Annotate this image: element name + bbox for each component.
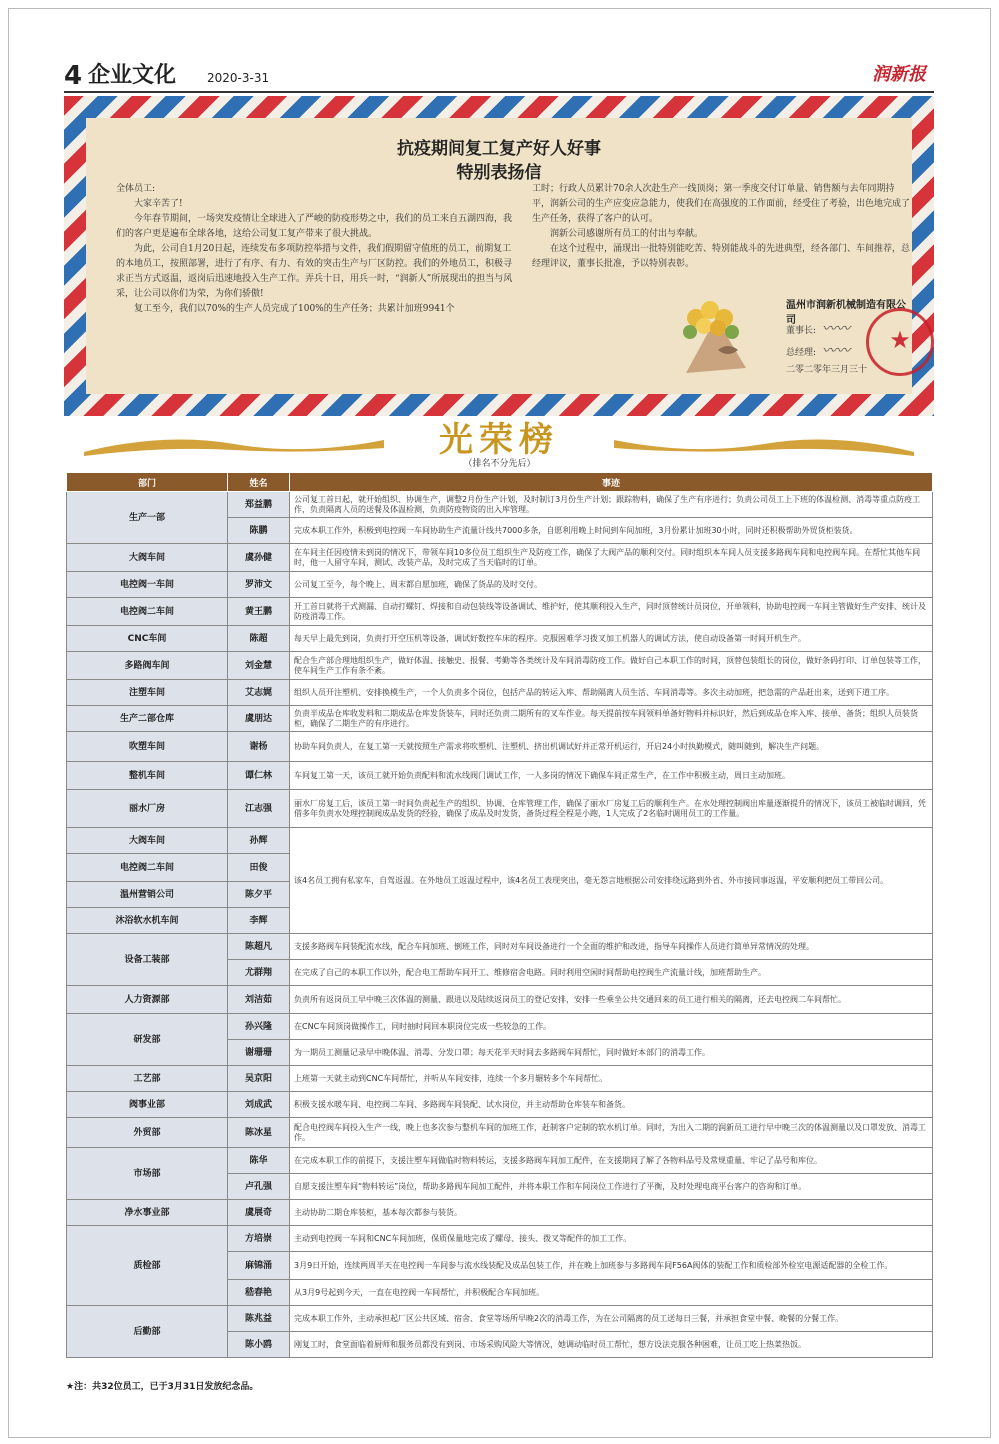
name-cell: 方培崇 xyxy=(228,1226,290,1252)
deed-cell: 每天早上最先到岗，负责打开空压机等设备，调试好数控车床的程序。克服困难学习拨叉加工机器人的调试方法，使自动设备第一时间开机生产。 xyxy=(290,626,933,652)
dept-cell: 设备工装部 xyxy=(67,934,228,986)
dept-cell: 温州营销公司 xyxy=(67,882,228,908)
dept-cell: 质检部 xyxy=(67,1226,228,1306)
gm-signature: 总经理: 〰〰 xyxy=(786,343,851,359)
table-row xyxy=(67,986,933,1014)
dept-cell: 净水事业部 xyxy=(67,1200,228,1226)
name-cell: 田俊 xyxy=(228,854,290,882)
table-row xyxy=(67,828,933,854)
dept-cell: 电控阀二车间 xyxy=(67,598,228,626)
letter-paragraph: 在这个过程中，涌现出一批特别能吃苦、特别能战斗的先进典型，经各部门、车间推荐，总经理评议，董事长批准，予以特别表彰。 xyxy=(532,244,911,269)
deed-cell: 开工首日就将干式测漏、自动打螺钉、焊接和自动包装线等设备调试、维护好，使其顺利投入生产，同时顶替统计员岗位，开单领料，协助电控阀一车间主管做好生产安排、统计及防疫消毒工作。 xyxy=(290,598,933,626)
deed-cell: 支援多路阀车间装配流水线，配合车间加班、倒班工作，同时对车间设备进行一个全面的维护和改进，指导车间操作人员进行简单异常情况的处理。 xyxy=(290,934,933,960)
chairman-signature: 董事长: 〰〰 xyxy=(786,321,851,337)
deed-cell: 在完成本职工作的前提下，支援注塑车间做临时物料转运，支援多路阀车间加工配件，在支援期间了解了各物料品号及常规重量、牢记了品号和库位。 xyxy=(290,1148,933,1174)
section-title: 企业文化 xyxy=(88,63,177,88)
dept-cell: 生产一部 xyxy=(67,492,228,544)
company-name: 温州市润新机械制造有限公司 xyxy=(786,300,906,326)
dept-cell: 工艺部 xyxy=(67,1066,228,1092)
name-cell: 陈超 xyxy=(228,626,290,652)
dept-cell: 电控阀一车间 xyxy=(67,572,228,598)
name-cell: 陈华 xyxy=(228,1148,290,1174)
name-cell: 陈冰星 xyxy=(228,1118,290,1148)
header-deed: 事迹 xyxy=(290,473,933,492)
chairman-label: 董事长: xyxy=(786,326,817,336)
name-cell: 陈超凡 xyxy=(228,934,290,960)
name-cell: 孙辉 xyxy=(228,828,290,854)
dept-cell: CNC车间 xyxy=(67,626,228,652)
deed-cell: 公司复工至今，每个晚上、周末都自愿加班，确保了货品的及时交付。 xyxy=(290,572,933,598)
table-header-row xyxy=(67,473,933,492)
name-cell: 谢杨 xyxy=(228,732,290,762)
dept-cell: 外贸部 xyxy=(67,1118,228,1148)
name-cell: 吴京阳 xyxy=(228,1066,290,1092)
sign-date: 二零二零年三月三十 xyxy=(786,365,868,375)
dept-cell: 电控阀二车间 xyxy=(67,854,228,882)
deed-cell: 从3月9号起到今天，一直在电控阀一车间帮忙，并积极配合车间加班。 xyxy=(290,1280,933,1306)
honor-table xyxy=(66,472,933,1358)
letter-paragraph: 为此，公司自1月20日起，连续发布多项防控举措与文件，我们假期留守值班的员工，前期复工的本地员工，按照部署，进行了有序、有力、有效的突击生产与厂区防控。我们的外地员工，积极寻求正当方式返温，返岗后迅速地投入生产工作。弄兵十日，用兵一时，“润新人”所展现出的担当与风采，让公司以你们为荣，为你们骄傲! xyxy=(116,244,513,299)
name-cell: 陈小鸥 xyxy=(228,1332,290,1358)
name-cell: 尤群翔 xyxy=(228,960,290,986)
table-row xyxy=(67,1118,933,1148)
table-row xyxy=(67,1014,933,1040)
deed-cell: 负责半成品仓库收发料和二期成品仓库发货装车，同时还负责二期所有的叉车作业。每天提前按车间领料单备好物料并标识好，然后到成品仓库入库、接单、备货；组织人员装货柜，确保了二期生产的有序进行。 xyxy=(290,706,933,732)
honor-subtitle: （排名不分先后） xyxy=(463,459,536,469)
deed-cell: 丽水厂房复工后，该员工第一时间负责起生产的组织、协调、仓库管理工作，确保了丽水厂房复工后的顺利生产。在水处理控制阀出库量逐渐提升的情况下，该员工被临时调回，凭借多年负责水处理控制阀成品发货的经验，确保了成品及时发货，备货过程全程是小跑，1人完成了2名临时调用员工的工作量。 xyxy=(290,790,933,828)
table-row xyxy=(67,732,933,762)
name-cell: 陈兆益 xyxy=(228,1306,290,1332)
deed-cell: 协助车间负责人，在复工第一天就按照生产需求将吹塑机、注塑机、挤出机调试好并正常开机运行，开启24小时执勤模式，随叫随到，解决生产问题。 xyxy=(290,732,933,762)
name-cell: 陈夕平 xyxy=(228,882,290,908)
table-row xyxy=(67,934,933,960)
honor-title: 光荣榜 xyxy=(439,420,559,460)
dept-cell: 沐浴软水机车间 xyxy=(67,908,228,934)
name-cell: 刘洁茹 xyxy=(228,986,290,1014)
letter-envelope xyxy=(64,96,934,416)
deed-cell: 公司复工首日起，就开始组织、协调生产，调整2月份生产计划，及时制订3月份生产计划；跟踪物料，确保了生产有序进行；负责公司员工上下班的体温检测、消毒等重点防疫工作，负责隔离人员的送餐及体温检测，负责防疫物资的出入库管理。 xyxy=(290,492,933,518)
letter-paragraph: 大家辛苦了! xyxy=(134,199,183,209)
footnote: ★注：共32位员工，已于3月31日发放纪念品。 xyxy=(66,1382,259,1392)
letter-left-column xyxy=(116,182,516,317)
dept-cell: 后勤部 xyxy=(67,1306,228,1358)
dept-cell: 阀事业部 xyxy=(67,1092,228,1118)
table-row xyxy=(67,598,933,626)
deed-cell: 为一期员工测量记录早中晚体温、消毒、分发口罩；每天花半天时间去多路阀车间帮忙，同时做好本部门的消毒工作。 xyxy=(290,1040,933,1066)
table-row xyxy=(67,652,933,680)
page-number: 4 xyxy=(64,61,83,91)
name-cell: 卢孔强 xyxy=(228,1174,290,1200)
dept-cell: 丽水厂房 xyxy=(67,790,228,828)
table-row xyxy=(67,626,933,652)
table-row xyxy=(67,1092,933,1118)
name-cell: 麻锦涌 xyxy=(228,1252,290,1280)
table-row xyxy=(67,1200,933,1226)
deed-cell: 上班第一天就主动到CNC车间帮忙，并听从车间安排，连续一个多月辗转多个车间帮忙。 xyxy=(290,1066,933,1092)
letter-paragraph: 润新公司感谢所有员工的付出与奉献。 xyxy=(550,229,704,239)
table-body xyxy=(67,492,933,1358)
dept-cell: 研发部 xyxy=(67,1014,228,1066)
name-cell: 艾志娓 xyxy=(228,680,290,706)
name-cell: 罗沛文 xyxy=(228,572,290,598)
name-cell: 江志强 xyxy=(228,790,290,828)
name-cell: 虞朋达 xyxy=(228,706,290,732)
dept-cell: 人力资源部 xyxy=(67,986,228,1014)
dept-cell: 多路阀车间 xyxy=(67,652,228,680)
deed-cell: 刚复工时，食堂面临着厨师和服务员都没有到岗、市场采购风险大等情况，她调动临时员工帮忙，想方设法克服各种困难，让员工吃上热菜热饭。 xyxy=(290,1332,933,1358)
issue-date: 2020-3-31 xyxy=(207,71,270,85)
header-dept: 部门 xyxy=(67,473,228,492)
letter-title: 抗疫期间复工复产好人好事 xyxy=(397,139,601,159)
deed-cell: 配合生产部合理地组织生产，做好体温、接触史、报餐、考勤等各类统计及车间消毒防疫工作。做好自己本职工作的时间，顶替包装组长的岗位，做好条码打印、订单包装等工作，使车间生产工作有条不紊。 xyxy=(290,652,933,680)
deed-cell: 配合电控阀车间投入生产一线，晚上也多次参与整机车间的加班工作，赶制客户定制的软水机订单。同时，为出入二期的润新员工进行早中晚三次的体温测量以及口罩发放、消毒工作。 xyxy=(290,1118,933,1148)
name-cell: 谭仁林 xyxy=(228,762,290,790)
table-row xyxy=(67,572,933,598)
deed-cell: 主动协助二期仓库装柜，基本每次都参与装货。 xyxy=(290,1200,933,1226)
deed-cell: 自愿支援注塑车间“物料转运”岗位，帮助多路阀车间加工配件，并将本职工作和车间岗位工作进行了平衡，及时处理电商平台客户的咨询和订单。 xyxy=(290,1174,933,1200)
name-cell: 孙兴隆 xyxy=(228,1014,290,1040)
name-cell: 黄王鹏 xyxy=(228,598,290,626)
name-cell: 郑益鹏 xyxy=(228,492,290,518)
paper-logo: 润新报 xyxy=(872,64,926,85)
dept-cell: 吹塑车间 xyxy=(67,732,228,762)
letter-right-column xyxy=(532,182,912,272)
deed-cell: 车间复工第一天，该员工就开始负责配料和流水线阀门调试工作，一人多岗的情况下确保车间正常生产，在工作中积极主动，周日主动加班。 xyxy=(290,762,933,790)
table-row xyxy=(67,680,933,706)
letter-paper xyxy=(86,118,912,394)
letter-paragraph: 工时；行政人员累计70余人次赴生产一线顶岗；第一季度交付订单量、销售额与去年同期持平，润新公司的生产应变应急能力，使我们在高强度的工作面前，经受住了考验，出色地完成了生产任务，获得了客户的认可。 xyxy=(532,184,911,224)
dept-cell: 整机车间 xyxy=(67,762,228,790)
deed-cell: 在CNC车间顶岗做操作工，同时抽时间回本职岗位完成一些较急的工作。 xyxy=(290,1014,933,1040)
deed-cell: 负责所有返岗员工早中晚三次体温的测量、跟进以及陆续返岗员工的登记安排，安排一些乘坐公共交通回来的员工进行相关的隔离，还去电控阀二车间帮忙。 xyxy=(290,986,933,1014)
table-row xyxy=(67,492,933,518)
deed-cell: 主动到电控阀一车间和CNC车间加班，保质保量地完成了螺母、接头、拨叉等配件的加工工作。 xyxy=(290,1226,933,1252)
name-cell: 李辉 xyxy=(228,908,290,934)
header-rule xyxy=(64,91,934,93)
gm-label: 总经理: xyxy=(786,348,817,358)
dept-cell: 注塑车间 xyxy=(67,680,228,706)
table-row xyxy=(67,762,933,790)
name-cell: 刘金慧 xyxy=(228,652,290,680)
name-cell: 谢珊珊 xyxy=(228,1040,290,1066)
name-cell: 陈鹏 xyxy=(228,518,290,544)
dept-cell: 市场部 xyxy=(67,1148,228,1200)
table-row xyxy=(67,1148,933,1174)
table-row xyxy=(67,1066,933,1092)
dept-cell: 大阀车间 xyxy=(67,544,228,572)
deed-cell: 该4名员工拥有私家车，自驾返温。在外地员工返温过程中，该4名员工表现突出，毫无怨言地根据公司安排绕远路到外省、外市接同事返温，平安顺利把员工带回公司。 xyxy=(290,828,933,934)
name-cell: 嵇春艳 xyxy=(228,1280,290,1306)
table-row xyxy=(67,790,933,828)
deed-cell: 完成本职工作外，主动承担起厂区公共区域、宿舍、食堂等场所早晚2次的消毒工作，为在公司隔离的员工送每日三餐，并承担食堂中餐、晚餐的分餐工作。 xyxy=(290,1306,933,1332)
letter-subtitle: 特别表扬信 xyxy=(456,163,542,183)
dept-cell: 生产二部仓库 xyxy=(67,706,228,732)
letter-paragraph: 复工至今，我们以70%的生产人员完成了100%的生产任务；共累计加班9941个 xyxy=(134,304,455,314)
table-row xyxy=(67,706,933,732)
deed-cell: 3月9日开始，连续两周半天在电控阀一车间参与流水线装配及成品包装工作，并在晚上加班参与多路阀车间F56A阀体的装配工作和质检部外检室电源适配器的全检工作。 xyxy=(290,1252,933,1280)
header-name: 姓名 xyxy=(228,473,290,492)
name-cell: 刘成武 xyxy=(228,1092,290,1118)
letter-paragraph: 今年春节期间，一场突发疫情让全球进入了严峻的防疫形势之中，我们的员工来自五湖四海，我们的客户更是遍布全球各地，这给公司复工复产带来了很大挑战。 xyxy=(116,214,513,239)
name-cell: 虞展奇 xyxy=(228,1200,290,1226)
deed-cell: 完成本职工作外，积极到电控阀一车间协助生产流量计线共7000多条，自愿利用晚上时间到车间加班，3月份累计加班30小时，同时还积极帮助外贸货柜装货。 xyxy=(290,518,933,544)
table-row xyxy=(67,1226,933,1252)
company-seal-icon: ★ xyxy=(866,308,934,376)
flower-bouquet-icon xyxy=(646,288,766,378)
table-row xyxy=(67,1306,933,1332)
deed-cell: 组织人员开注塑机、安排换模生产，一个人负责多个岗位，包括产品的转运入库、帮助隔离人员生活、车间消毒等。多次主动加班，把急需的产品赶出来，送到下道工序。 xyxy=(290,680,933,706)
deed-cell: 在车间主任因疫情未到岗的情况下，带领车间10多位员工组织生产及防疫工作，确保了大阀产品的顺利交付。同时组织本车间人员支援多路阀车间和电控阀车间。在帮忙其他车间时，他一人留守车间，测试、改装产品，及时完成了当天临时的订单。 xyxy=(290,544,933,572)
deed-cell: 在完成了自己的本职工作以外，配合电工帮助车间开工、维修宿舍电路。同时利用空闲时间帮助电控阀生产流量计线，加班帮助生产。 xyxy=(290,960,933,986)
deed-cell: 积极支援水暖车间、电控阀二车间、多路阀车间装配、试水岗位，并主动帮助仓库装车和备货。 xyxy=(290,1092,933,1118)
table-row xyxy=(67,544,933,572)
letter-paragraph: 全体员工: xyxy=(116,184,156,194)
dept-cell: 大阀车间 xyxy=(67,828,228,854)
name-cell: 虞孙健 xyxy=(228,544,290,572)
masthead xyxy=(64,60,934,92)
